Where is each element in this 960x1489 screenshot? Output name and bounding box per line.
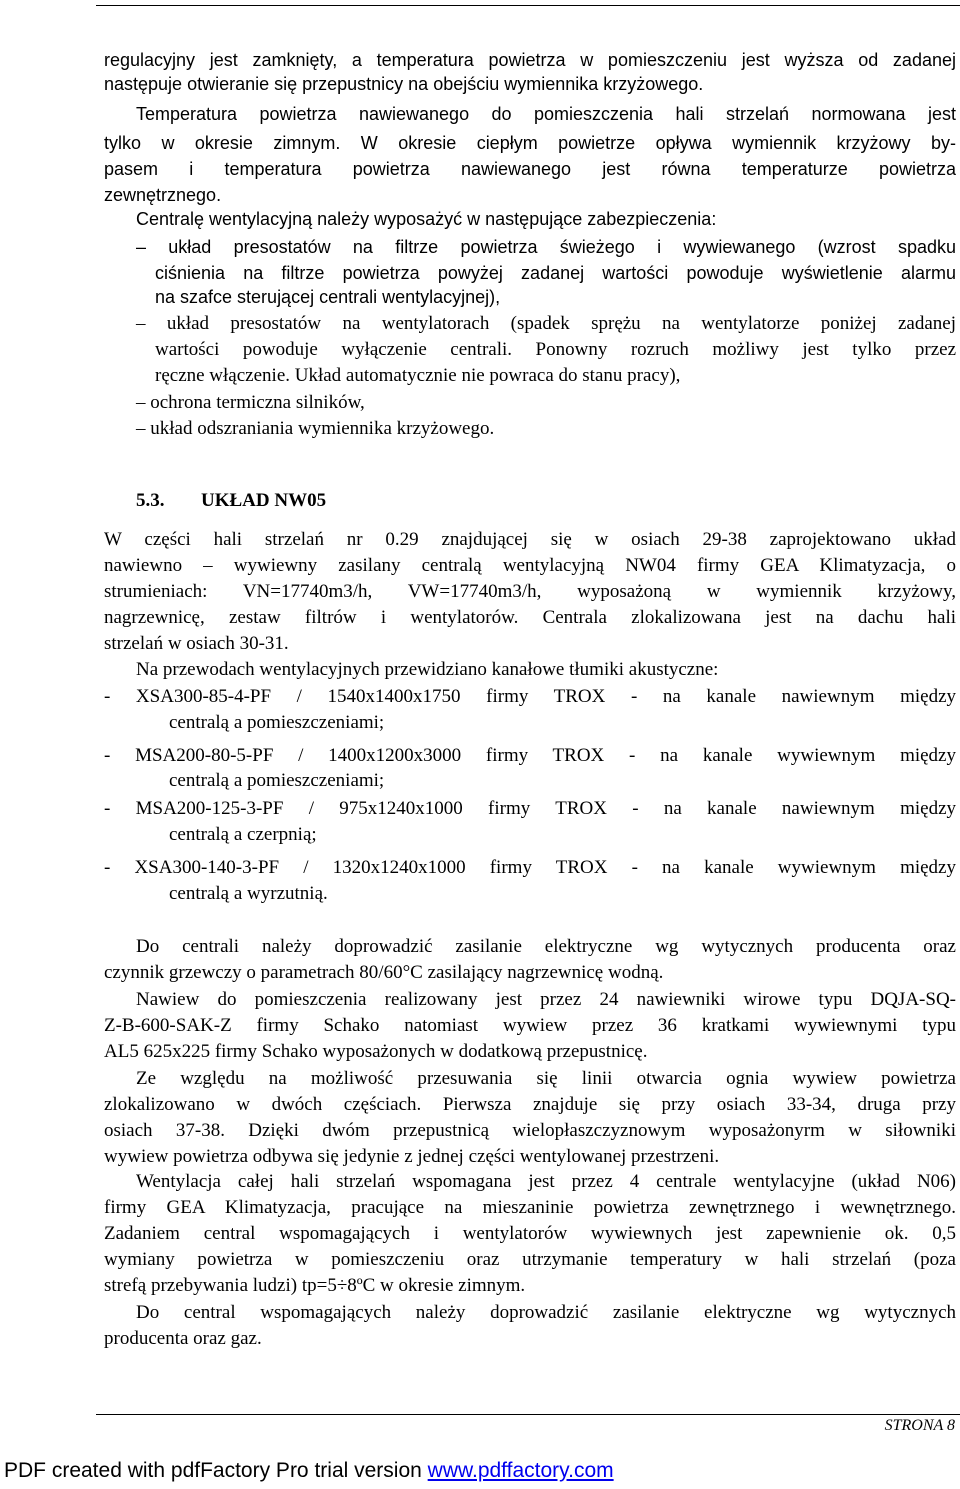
text-line: Z-B-600-SAK-Z firmy Schako natomiast wywiew przez 36 kratkami wywiewnymi typu (104, 1015, 956, 1036)
list-item: – ochrona termiczna silników, (136, 392, 365, 413)
text-line: W części hali strzelań nr 0.29 znajdującej się w osiach 29-38 zaprojektowano układ (104, 529, 956, 550)
text-line: firmy GEA Klimatyzacja, pracujące na mieszaninie powietrza zewnętrznego i wewnętrznego. (104, 1197, 956, 1218)
silencer-item: - XSA300-140-3-PF / 1320x1240x1000 firmy TROX - na kanale wywiewnym między (104, 857, 956, 878)
pdffactory-link[interactable]: www.pdffactory.com (427, 1459, 614, 1482)
text-line: Temperatura powietrza nawiewanego do pomieszczenia hali strzelań normowana jest (136, 104, 956, 124)
text-line: Zadaniem central wspomagających i wentylatorów wywiewnych jest zapewnienie ok. 0,5 (104, 1223, 956, 1244)
text-line: strefą przebywania ludzi) tp=5÷8ºC w okresie zimnym. (104, 1275, 526, 1296)
text-line: AL5 625x225 firmy Schako wyposażonych w dodatkową przepustnicę. (104, 1041, 648, 1062)
text-line: wywiew powietrza odbywa się jedynie z jednej części wentylowanej przestrzeni. (104, 1146, 720, 1167)
text-line: nawiewno – wywiewny zasilany centralą wentylacyjną NW04 firmy GEA Klimatyzacja, o (104, 555, 956, 576)
text-line: Ze względu na możliwość przesuwania się linii otwarcia ognia wywiew powietrza (136, 1068, 956, 1089)
safety-intro: Centralę wentylacyjną należy wyposażyć w następujące zabezpieczenia: (136, 209, 717, 229)
list-item-continuation: ręczne włączenie. Układ automatycznie nie powraca do stanu pracy), (155, 365, 681, 386)
list-item-continuation: ciśnienia na filtrze powietrza powyżej zadanej wartości powoduje wyświetlenie alarmu (155, 263, 956, 283)
text-line: osiach 37-38. Dzięki dwóm przepustnicą wielopłaszczyznowym wyposażonyrm w siłowniki (104, 1120, 956, 1141)
list-item-continuation: wartości powoduje wyłączenie centrali. Ponowny rozruch możliwy jest tylko przez (155, 339, 956, 360)
text-line: producenta oraz gaz. (104, 1328, 262, 1349)
list-item-continuation: na szafce sterującej centrali wentylacyjnej), (155, 287, 501, 307)
text-line: Wentylacja całej hali strzelań wspomagana jest przez 4 centrale wentylacyjne (układ N06) (136, 1171, 956, 1192)
text-line: strzelań w osiach 30-31. (104, 633, 289, 654)
section-number: 5.3. (136, 490, 165, 511)
silencer-item: - MSA200-80-5-PF / 1400x1200x3000 firmy TROX - na kanale wywiewnym między (104, 745, 956, 766)
text-line: wymiany powietrza w pomieszczeniu oraz utrzymanie temperatury w hali strzelań (poza (104, 1249, 956, 1270)
list-item: – układ presostatów na wentylatorach (spadek sprężu na wentylatorze poniżej zadanej (136, 313, 956, 334)
text-line: czynnik grzewczy o parametrach 80/60°C zasilający nagrzewnicę wodną. (104, 962, 664, 983)
top-rule (96, 5, 960, 6)
silencer-item-continuation: centralą a wyrzutnią. (169, 883, 328, 904)
text-line: następuje otwieranie się przepustnicy na obejściu wymiennika krzyżowego. (104, 74, 704, 94)
pdf-footer-text: PDF created with pdfFactory Pro trial version (4, 1459, 428, 1482)
text-line: Na przewodach wentylacyjnych przewidziano kanałowe tłumiki akustyczne: (136, 659, 719, 680)
footer-rule (96, 1414, 960, 1415)
silencer-item: - XSA300-85-4-PF / 1540x1400x1750 firmy TROX - na kanale nawiewnym między (104, 686, 956, 707)
text-line: zlokalizowano w dwóch częściach. Pierwsza znajduje się przy osiach 33-34, druga przy (104, 1094, 956, 1115)
text-line: Nawiew do pomieszczenia realizowany jest przez 24 nawiewniki wirowe typu DQJA-SQ- (136, 989, 956, 1010)
text-line: Do central wspomagających należy doprowadzić zasilanie elektryczne wg wytycznych (136, 1302, 956, 1323)
pdf-watermark-footer (4, 1459, 614, 1483)
text-line: tylko w okresie zimnym. W okresie ciepłym powietrze opływa wymiennik krzyżowy by- (104, 133, 956, 153)
page-number: STRONA 8 (884, 1417, 955, 1434)
list-item: – układ presostatów na filtrze powietrza świeżego i wywiewanego (wzrost spadku (136, 237, 956, 257)
silencer-item-continuation: centralą a pomieszczeniami; (169, 712, 385, 733)
text-line: nagrzewnicę, zestaw filtrów i wentylatorów. Centrala zlokalizowana jest na dachu hali (104, 607, 956, 628)
text-line: zewnętrznego. (104, 185, 222, 205)
silencer-item: - MSA200-125-3-PF / 975x1240x1000 firmy TROX - na kanale nawiewnym między (104, 798, 956, 819)
list-item: – układ odszraniania wymiennika krzyżowego. (136, 418, 495, 439)
text-line: pasem i temperatura powietrza nawiewanego jest równa temperaturze powietrza (104, 159, 956, 179)
text-line: strumieniach: VN=17740m3/h, VW=17740m3/h, wyposażoną w wymiennik krzyżowy, (104, 581, 956, 602)
silencer-item-continuation: centralą a pomieszczeniami; (169, 770, 385, 791)
text-line: regulacyjny jest zamknięty, a temperatura powietrza w pomieszczeniu jest wyższa od zadanej (104, 50, 956, 70)
text-line: Do centrali należy doprowadzić zasilanie elektryczne wg wytycznych producenta oraz (136, 936, 956, 957)
section-title: UKŁAD NW05 (201, 490, 327, 511)
silencer-item-continuation: centralą a czerpnią; (169, 824, 317, 845)
